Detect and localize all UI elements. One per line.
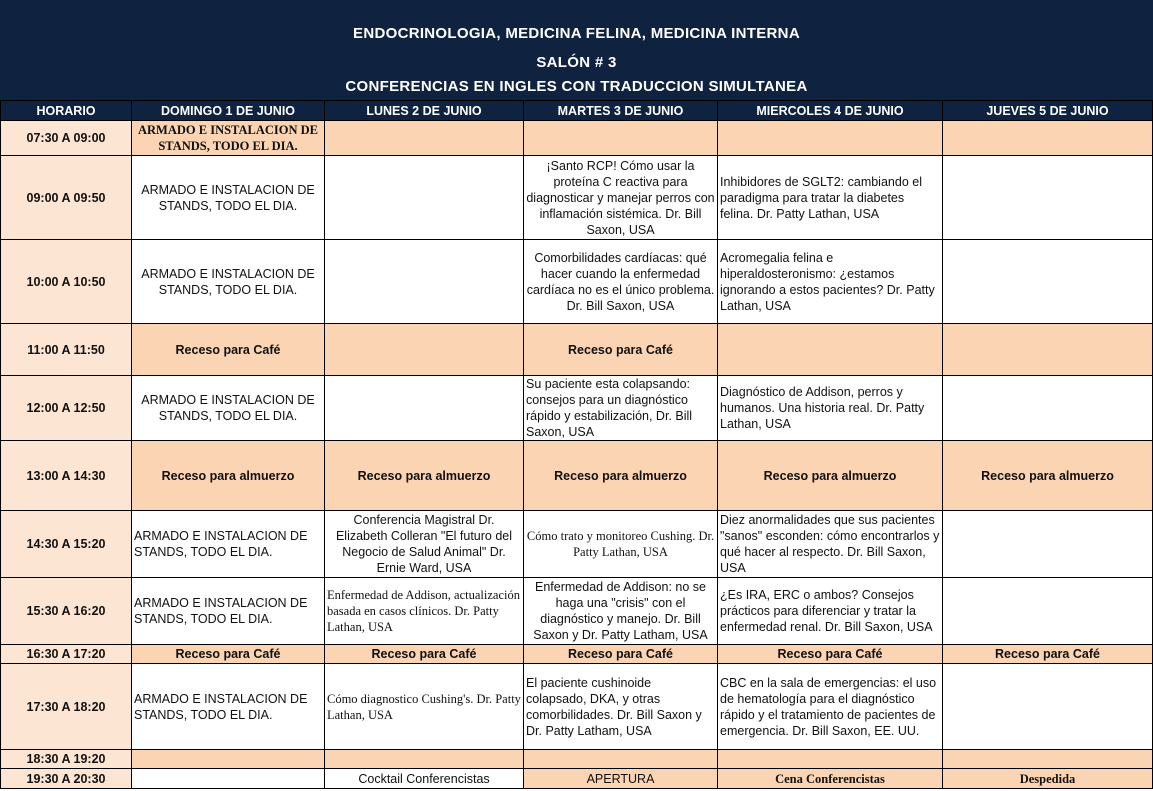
schedule-cell: ARMADO E INSTALACION DE STANDS, TODO EL DIA. — [132, 511, 325, 578]
schedule-cell — [943, 511, 1153, 578]
schedule-cell: El paciente cushinoide colapsado, DKA, y otras comorbilidades. Dr. Bill Saxon y Dr. Patty Latham, USA — [524, 664, 718, 750]
recess-cell: Receso para Café — [132, 645, 325, 664]
schedule-cell: ARMADO E INSTALACION DE STANDS, TODO EL DIA. — [132, 664, 325, 750]
table-row — [1, 769, 1153, 789]
header-room: SALÓN # 3 — [536, 54, 617, 71]
table-row — [1, 511, 1153, 578]
schedule-cell: ARMADO E INSTALACION DE STANDS, TODO EL DIA. — [132, 376, 325, 441]
schedule-cell: Cocktail Conferencistas — [325, 769, 524, 789]
time-cell: 12:00 A 12:50 — [1, 376, 132, 441]
schedule-table — [0, 100, 1153, 789]
table-row — [1, 664, 1153, 750]
recess-cell: Receso para almuerzo — [132, 441, 325, 511]
schedule-cell — [943, 240, 1153, 324]
time-cell: 09:00 A 09:50 — [1, 156, 132, 240]
schedule-cell — [943, 578, 1153, 645]
time-cell: 15:30 A 16:20 — [1, 578, 132, 645]
col-jueves: JUEVES 5 DE JUNIO — [943, 101, 1153, 121]
table-row — [1, 156, 1153, 240]
schedule-cell — [943, 376, 1153, 441]
schedule-cell: ARMADO E INSTALACION DE STANDS, TODO EL DIA. — [132, 578, 325, 645]
schedule-cell: Conferencia Magistral Dr. Elizabeth Colleran "El futuro del Negocio de Salud Animal" Dr. Ernie Ward, USA — [325, 511, 524, 578]
table-row — [1, 376, 1153, 441]
schedule-cell: Comorbilidades cardíacas: qué hacer cuando la enfermedad cardíaca no es el único problema. Dr. Bill Saxon, USA — [524, 240, 718, 324]
schedule-cell — [943, 156, 1153, 240]
time-cell: 16:30 A 17:20 — [1, 645, 132, 664]
schedule-cell: Diez anormalidades que sus pacientes "sanos" esconden: cómo encontrarlos y qué hacer al respecto. Dr. Bill Saxon, USA — [718, 511, 943, 578]
schedule-cell — [943, 324, 1153, 376]
time-cell: 10:00 A 10:50 — [1, 240, 132, 324]
schedule-header — [0, 0, 1153, 100]
time-cell: 14:30 A 15:20 — [1, 511, 132, 578]
col-miercoles: MIERCOLES 4 DE JUNIO — [718, 101, 943, 121]
recess-cell: Despedida — [943, 769, 1153, 789]
table-row — [1, 750, 1153, 769]
table-row — [1, 240, 1153, 324]
schedule-cell — [325, 324, 524, 376]
schedule-cell — [943, 121, 1153, 156]
schedule-cell — [524, 750, 718, 769]
schedule-cell — [718, 324, 943, 376]
header-title: ENDOCRINOLOGIA, MEDICINA FELINA, MEDICINA INTERNA — [353, 25, 800, 42]
col-domingo: DOMINGO 1 DE JUNIO — [132, 101, 325, 121]
recess-cell: Receso para almuerzo — [943, 441, 1153, 511]
recess-cell: Receso para Café — [325, 645, 524, 664]
recess-cell: Receso para almuerzo — [524, 441, 718, 511]
schedule-cell: Enfermedad de Addison: no se haga una "crisis" con el diagnóstico y manejo. Dr. Bill Saxon y Dr. Patty Latham, USA — [524, 578, 718, 645]
time-cell: 17:30 A 18:20 — [1, 664, 132, 750]
schedule-cell — [718, 750, 943, 769]
schedule-cell: Cómo diagnostico Cushing's. Dr. Patty Lathan, USA — [325, 664, 524, 750]
schedule-cell — [132, 769, 325, 789]
schedule-cell — [718, 121, 943, 156]
schedule-cell: Su paciente esta colapsando: consejos para un diagnóstico rápido y estabilización, Dr. Bill Saxon, USA — [524, 376, 718, 441]
recess-cell: Receso para Café — [132, 324, 325, 376]
schedule-cell: ARMADO E INSTALACION DE STANDS, TODO EL DIA. — [132, 121, 325, 156]
schedule-cell: Acromegalia felina e hiperaldosteronismo: ¿estamos ignorando a estos pacientes? Dr. Patty Lathan, USA — [718, 240, 943, 324]
time-cell: 13:00 A 14:30 — [1, 441, 132, 511]
schedule-cell — [325, 121, 524, 156]
col-horario: HORARIO — [1, 101, 132, 121]
table-row — [1, 121, 1153, 156]
col-lunes: LUNES 2 DE JUNIO — [325, 101, 524, 121]
schedule-cell — [325, 240, 524, 324]
schedule-cell: Diagnóstico de Addison, perros y humanos. Una historia real. Dr. Patty Lathan, USA — [718, 376, 943, 441]
table-row — [1, 324, 1153, 376]
time-cell: 07:30 A 09:00 — [1, 121, 132, 156]
recess-cell: Receso para Café — [524, 645, 718, 664]
schedule-cell: Enfermedad de Addison, actualización basada en casos clínicos. Dr. Patty Lathan, USA — [325, 578, 524, 645]
column-header-row — [1, 101, 1153, 121]
schedule-cell — [943, 750, 1153, 769]
schedule-cell: ARMADO E INSTALACION DE STANDS, TODO EL DIA. — [132, 240, 325, 324]
schedule-cell — [325, 156, 524, 240]
table-row — [1, 578, 1153, 645]
schedule-cell — [132, 750, 325, 769]
recess-cell: Receso para almuerzo — [718, 441, 943, 511]
time-cell: 18:30 A 19:20 — [1, 750, 132, 769]
col-martes: MARTES 3 DE JUNIO — [524, 101, 718, 121]
table-row — [1, 645, 1153, 664]
recess-cell: Receso para Café — [524, 324, 718, 376]
recess-cell: Receso para almuerzo — [325, 441, 524, 511]
time-cell: 19:30 A 20:30 — [1, 769, 132, 789]
schedule-cell: CBC en la sala de emergencias: el uso de hematología para el diagnóstico rápido y el tratamiento de pacientes de emergencia. Dr. Bill Saxon, EE. UU. — [718, 664, 943, 750]
recess-cell: Receso para Café — [718, 645, 943, 664]
schedule-cell: Inhibidores de SGLT2: cambiando el paradigma para tratar la diabetes felina. Dr. Patty Lathan, USA — [718, 156, 943, 240]
schedule-cell: Cómo trato y monitoreo Cushing. Dr. Patty Lathan, USA — [524, 511, 718, 578]
schedule-cell: ¿Es IRA, ERC o ambos? Consejos prácticos para diferenciar y tratar la enfermedad renal. Dr. Bill Saxon, USA — [718, 578, 943, 645]
schedule-cell — [524, 121, 718, 156]
schedule-cell — [325, 750, 524, 769]
time-cell: 11:00 A 11:50 — [1, 324, 132, 376]
schedule-cell: ARMADO E INSTALACION DE STANDS, TODO EL DIA. — [132, 156, 325, 240]
recess-cell: Cena Conferencistas — [718, 769, 943, 789]
schedule-cell: ¡Santo RCP! Cómo usar la proteína C reactiva para diagnosticar y manejar perros con inflamación sistémica. Dr. Bill Saxon, USA — [524, 156, 718, 240]
table-row — [1, 441, 1153, 511]
schedule-cell — [943, 664, 1153, 750]
header-subtitle: CONFERENCIAS EN INGLES CON TRADUCCION SIMULTANEA — [345, 78, 808, 95]
schedule-cell — [325, 376, 524, 441]
schedule-cell: APERTURA — [524, 769, 718, 789]
recess-cell: Receso para Café — [943, 645, 1153, 664]
